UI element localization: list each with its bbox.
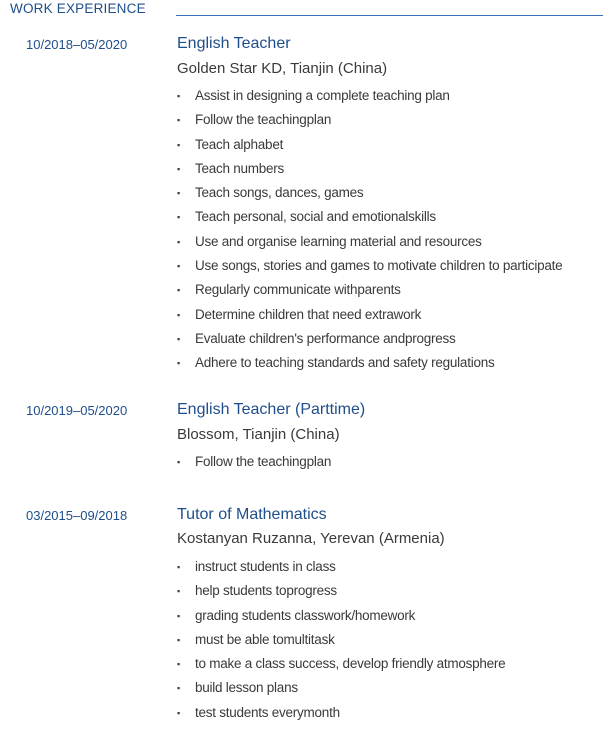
bullet-icon: ▪ xyxy=(177,139,180,150)
bullet-text: Teach personal, social and emotionalskills xyxy=(195,209,436,225)
bullet-text: Teach songs, dances, games xyxy=(195,185,364,201)
bullet-item xyxy=(177,678,505,702)
bullet-text: Regularly communicate withparents xyxy=(195,282,401,298)
bullet-icon: ▪ xyxy=(177,188,180,199)
bullet-text: to make a class success, develop friendly atmosphere xyxy=(195,656,506,672)
bullet-icon: ▪ xyxy=(177,212,180,223)
bullet-item xyxy=(177,280,562,304)
section-header: WORK EXPERIENCE xyxy=(10,1,146,16)
bullet-icon: ▪ xyxy=(177,261,180,272)
bullet-icon: ▪ xyxy=(177,333,180,344)
bullet-list xyxy=(177,86,562,378)
entry-role: Tutor of Mathematics xyxy=(177,506,327,523)
bullet-text: Assist in designing a complete teaching plan xyxy=(195,88,450,103)
bullet-text: grading students classwork/homework xyxy=(195,607,416,623)
bullet-text: Follow the teachingplan xyxy=(195,454,332,469)
bullet-icon: ▪ xyxy=(177,659,180,670)
bullet-item xyxy=(177,329,562,353)
bullet-icon: ▪ xyxy=(177,586,180,597)
bullet-list xyxy=(177,557,505,727)
bullet-text: Evaluate children's performance andprogress xyxy=(195,330,456,346)
bullet-icon: ▪ xyxy=(177,707,180,718)
bullet-icon: ▪ xyxy=(177,562,180,572)
bullet-text: Teach numbers xyxy=(195,160,285,176)
entry-organization: Kostanyan Ruzanna, Yerevan (Armenia) xyxy=(177,530,445,547)
bullet-item xyxy=(177,110,562,134)
bullet-item xyxy=(177,581,505,605)
bullet-text: test students everymonth xyxy=(195,704,340,720)
bullet-text: Determine children that need extrawork xyxy=(195,306,422,322)
entry-date: 03/2015–09/2018 xyxy=(26,508,128,523)
entry-organization: Golden Star KD, Tianjin (China) xyxy=(177,60,388,77)
entry-date: 10/2018–05/2020 xyxy=(26,37,128,52)
bullet-icon: ▪ xyxy=(177,163,180,174)
bullet-text: Adhere to teaching standards and safety regulations xyxy=(195,355,495,371)
bullet-icon: ▪ xyxy=(177,236,180,247)
bullet-text: must be able tomultitask xyxy=(195,631,335,647)
bullet-item xyxy=(177,183,562,207)
bullet-item xyxy=(177,654,505,678)
bullet-icon: ▪ xyxy=(177,358,180,369)
bullet-text: Teach alphabet xyxy=(195,136,284,152)
entry-date: 10/2019–05/2020 xyxy=(26,403,128,418)
bullet-item xyxy=(177,86,562,110)
bullet-icon: ▪ xyxy=(177,610,180,621)
bullet-item xyxy=(177,232,562,256)
entry-organization: Blossom, Tianjin (China) xyxy=(177,426,340,443)
entry-role: English Teacher xyxy=(177,35,291,52)
bullet-item xyxy=(177,452,331,476)
bullet-item xyxy=(177,159,562,183)
bullet-item xyxy=(177,305,562,329)
bullet-item xyxy=(177,703,505,727)
bullet-list xyxy=(177,452,331,476)
bullet-icon: ▪ xyxy=(177,91,180,101)
bullet-icon: ▪ xyxy=(177,634,180,645)
bullet-item xyxy=(177,606,505,630)
bullet-item xyxy=(177,135,562,159)
bullet-text: Follow the teachingplan xyxy=(195,112,332,128)
entry-role: English Teacher (Parttime) xyxy=(177,401,366,418)
bullet-icon: ▪ xyxy=(177,285,180,296)
bullet-item xyxy=(177,557,505,581)
bullet-item xyxy=(177,630,505,654)
bullet-text: Use songs, stories and games to motivate children to participate xyxy=(195,258,563,274)
bullet-icon: ▪ xyxy=(177,309,180,320)
section-rule xyxy=(176,15,603,16)
bullet-item xyxy=(177,207,562,231)
bullet-icon: ▪ xyxy=(177,457,180,467)
bullet-text: help students toprogress xyxy=(195,583,337,599)
bullet-item xyxy=(177,353,562,377)
bullet-text: Use and organise learning material and resources xyxy=(195,233,482,249)
bullet-text: instruct students in class xyxy=(195,559,336,574)
bullet-item xyxy=(177,256,562,280)
bullet-icon: ▪ xyxy=(177,683,180,694)
bullet-icon: ▪ xyxy=(177,115,180,126)
bullet-text: build lesson plans xyxy=(195,680,298,696)
